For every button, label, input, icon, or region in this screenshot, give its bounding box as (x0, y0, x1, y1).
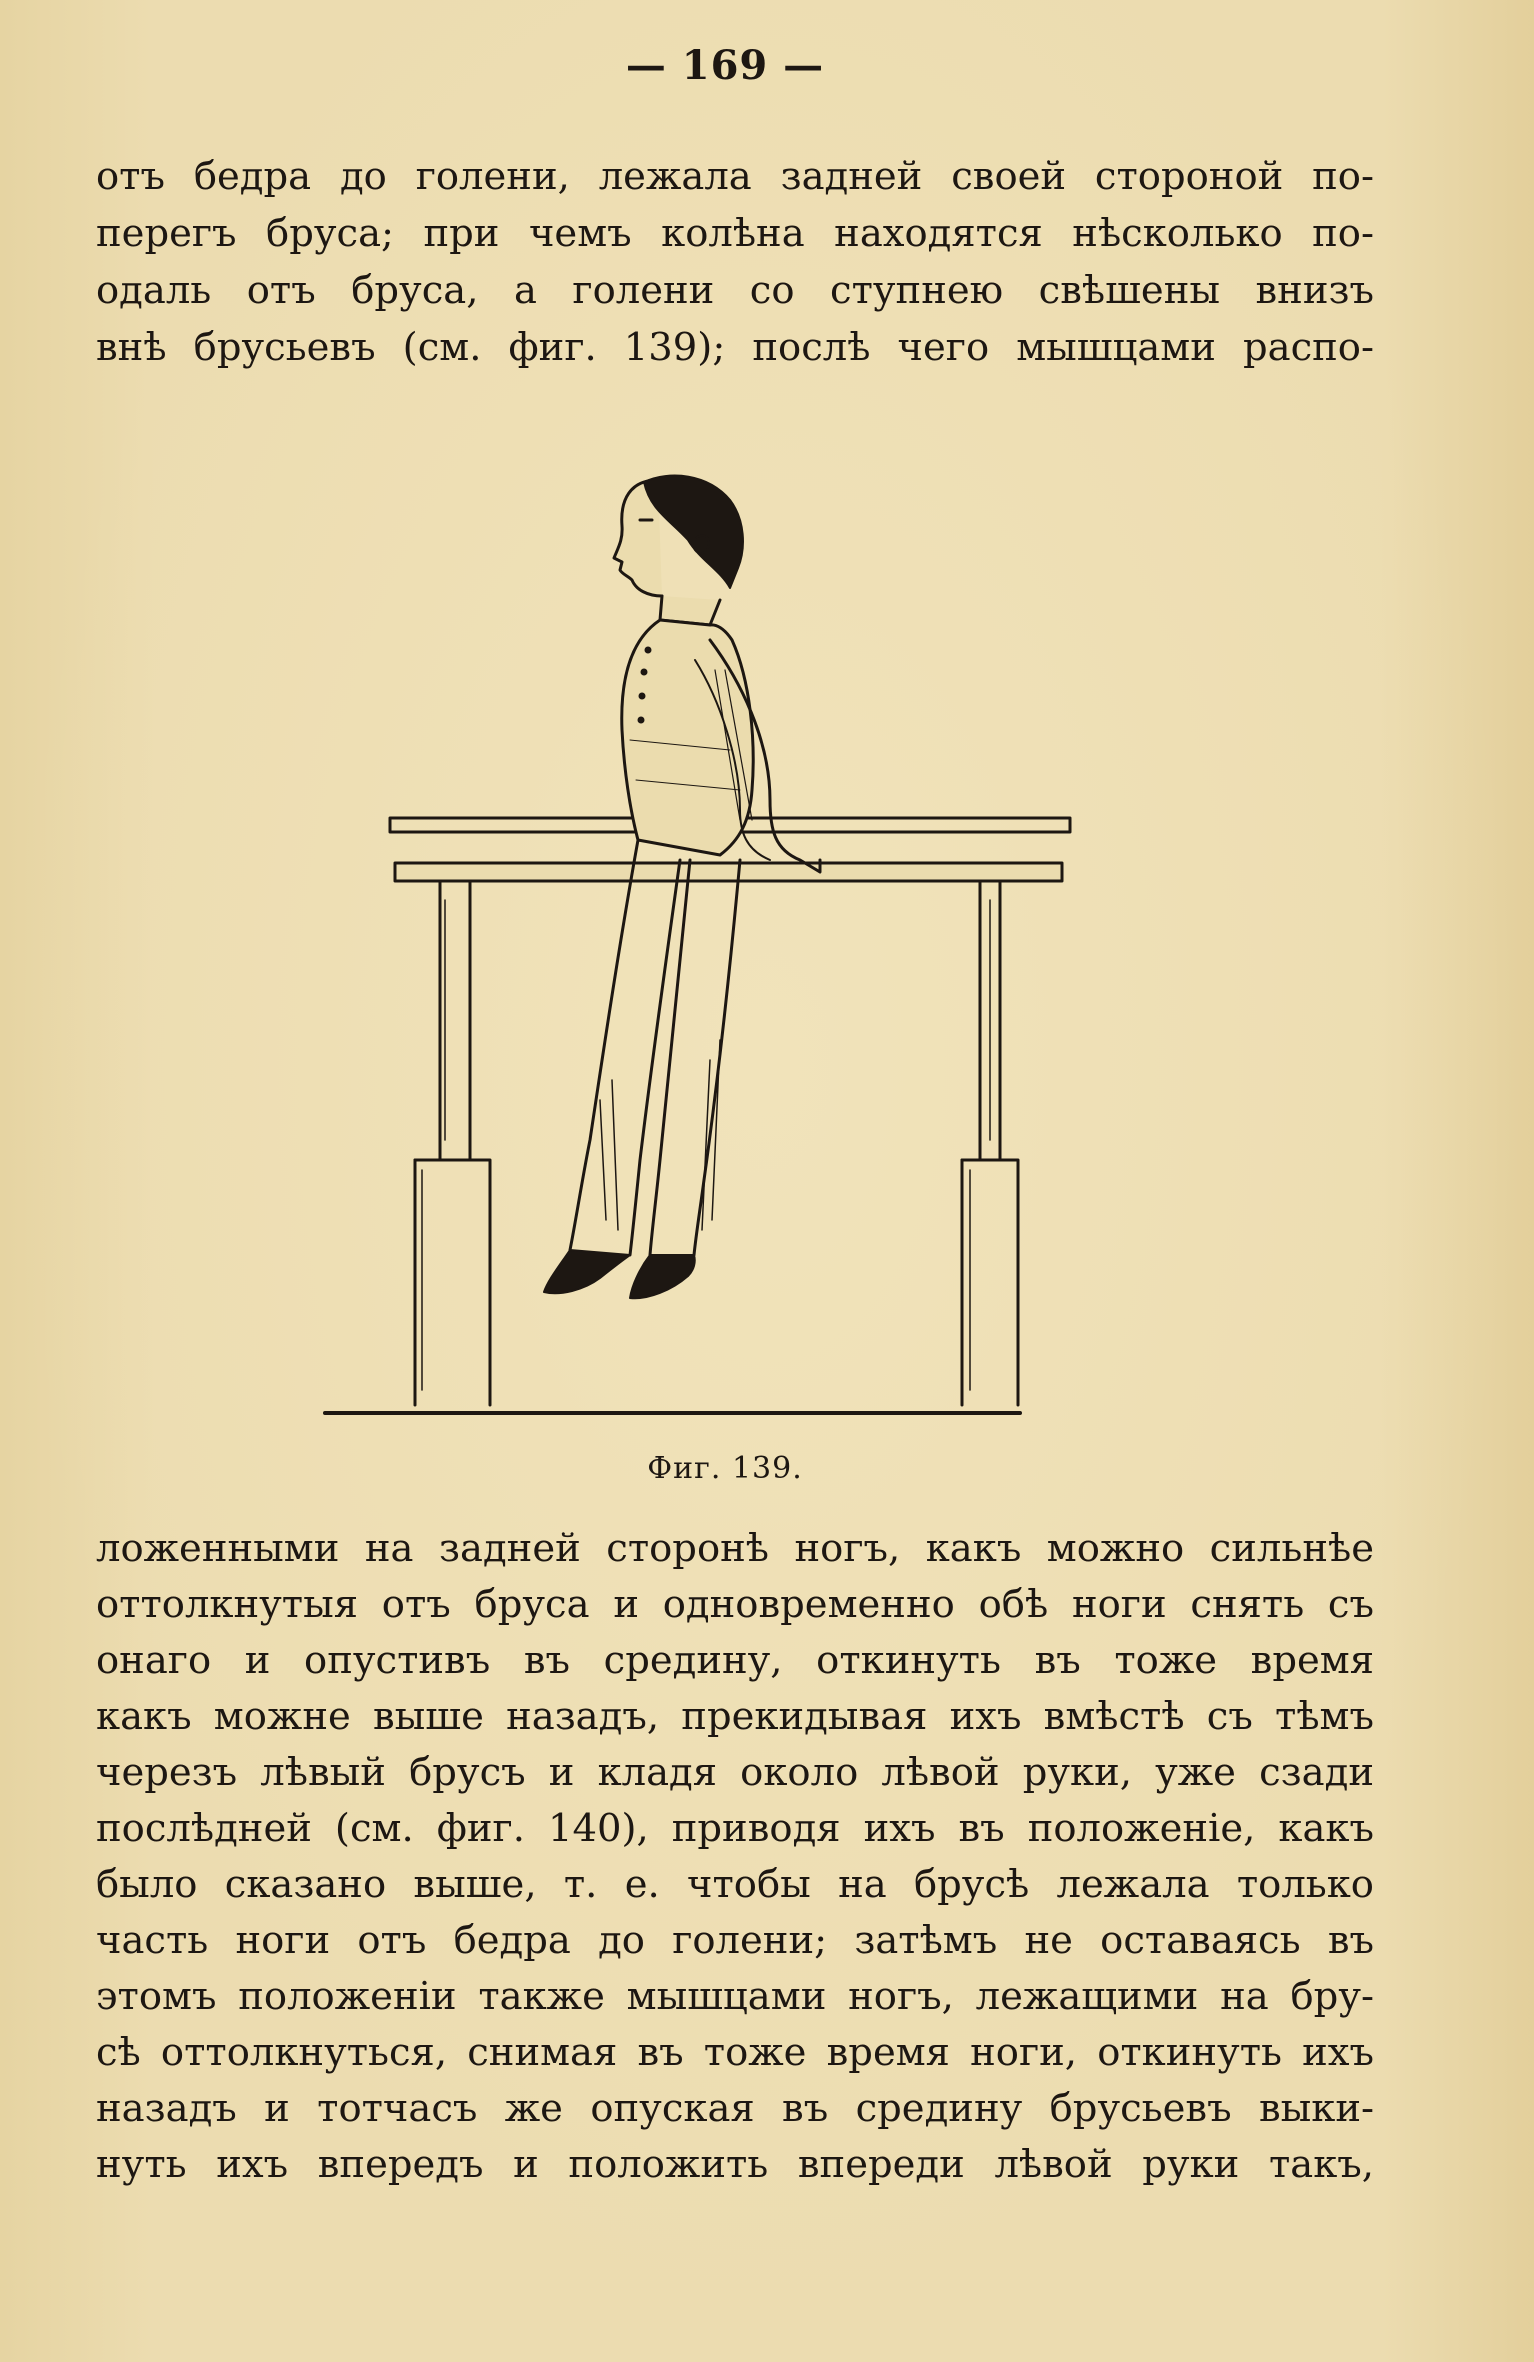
text-line: черезъ лѣвый брусъ и кладя около лѣвой руки, уже сзади (96, 1750, 1374, 1795)
text-line: этомъ положеніи также мышцами ногъ, лежащими на бру- (96, 1974, 1374, 2019)
front-bar (395, 863, 1062, 881)
text-line: отъ бедра до голени, лежала задней своей стороной по- (96, 154, 1374, 199)
text-line: ложенными на задней сторонѣ ногъ, какъ можно сильнѣе (96, 1526, 1374, 1571)
gymnast-on-parallel-bars-illustration (300, 440, 1100, 1430)
bottom-paragraph (96, 1521, 1374, 2193)
text-line: перегъ бруса; при чемъ колѣна находятся нѣсколько по- (96, 211, 1374, 256)
text-line: сѣ оттолкнуться, снимая въ тоже время ноги, откинуть ихъ (96, 2030, 1374, 2075)
text-line: часть ноги отъ бедра до голени; затѣмъ не оставаясь въ (96, 1918, 1374, 1963)
text-line: одаль отъ бруса, а голени со ступнею свѣшены внизъ (96, 268, 1374, 313)
text-line: нуть ихъ впередъ и положить впереди лѣвой руки такъ, (96, 2142, 1374, 2187)
text-line: оттолкнутыя отъ бруса и одновременно обѣ ноги снять съ (96, 1582, 1374, 1627)
top-paragraph (96, 148, 1374, 376)
figure-139 (300, 440, 1100, 1430)
text-line: назадъ и тотчасъ же опуская въ средину брусьевъ выки- (96, 2086, 1374, 2131)
text-line: какъ можне выше назадъ, прекидывая ихъ вмѣстѣ съ тѣмъ (96, 1694, 1374, 1739)
text-line: внѣ брусьевъ (см. фиг. 139); послѣ чего мышцами распо- (96, 325, 1374, 370)
page-number: — 169 — (625, 42, 825, 89)
text-line: было сказано выше, т. е. чтобы на брусѣ лежала только (96, 1862, 1374, 1907)
text-line: онаго и опустивъ въ средину, откинуть въ тоже время (96, 1638, 1374, 1683)
figure-caption: Фиг. 139. (647, 1451, 803, 1486)
text-line: послѣдней (см. фиг. 140), приводя ихъ въ положеніе, какъ (96, 1806, 1374, 1851)
